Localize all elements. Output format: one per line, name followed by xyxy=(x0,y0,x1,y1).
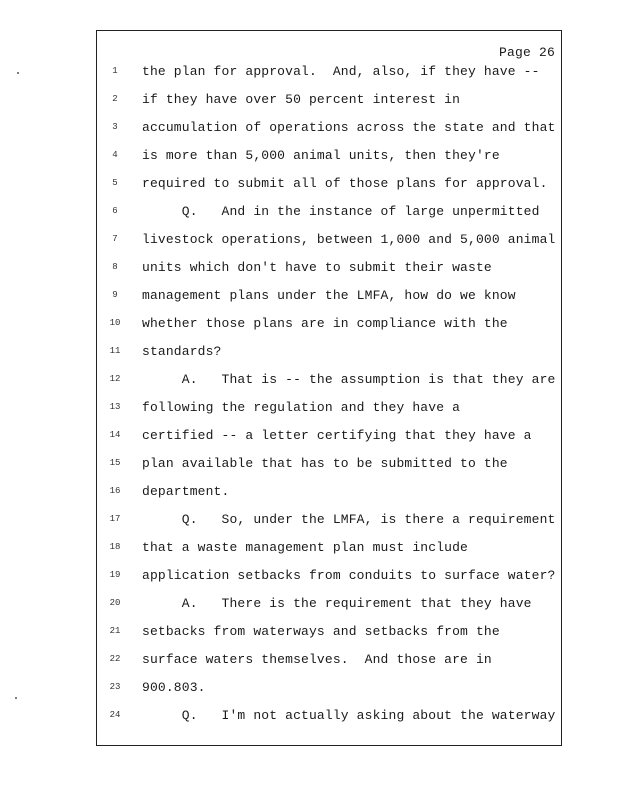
transcript-line: department. xyxy=(142,484,230,499)
line-number: 3 xyxy=(112,122,118,132)
line-number: 16 xyxy=(109,486,121,496)
transcript-line: following the regulation and they have a xyxy=(142,400,461,415)
line-number: 6 xyxy=(112,206,118,216)
line-number: 13 xyxy=(109,402,121,412)
transcript-line: whether those plans are in compliance with the xyxy=(142,316,508,331)
line-number: 11 xyxy=(109,346,121,356)
line-number: 19 xyxy=(109,570,121,580)
line-number: 9 xyxy=(112,290,118,300)
line-number: 23 xyxy=(109,682,121,692)
line-number: 10 xyxy=(109,318,121,328)
transcript-line: Q. So, under the LMFA, is there a requirement xyxy=(142,512,556,527)
line-number: 1 xyxy=(112,66,118,76)
transcript-line: the plan for approval. And, also, if they have -- xyxy=(142,64,540,79)
line-number: 4 xyxy=(112,150,118,160)
transcript-line: required to submit all of those plans for approval. xyxy=(142,176,548,191)
transcript-line: certified -- a letter certifying that they have a xyxy=(142,428,532,443)
page-number: Page 26 xyxy=(498,45,555,60)
transcript-line: is more than 5,000 animal units, then they're xyxy=(142,148,500,163)
line-number: 15 xyxy=(109,458,121,468)
transcript-line: A. There is the requirement that they have xyxy=(142,596,532,611)
transcript-line: management plans under the LMFA, how do we know xyxy=(142,288,516,303)
transcript-line: surface waters themselves. And those are in xyxy=(142,652,492,667)
transcript-line: A. That is -- the assumption is that they are xyxy=(142,372,556,387)
scan-speck xyxy=(15,697,17,699)
transcript-line: livestock operations, between 1,000 and 5,000 animal xyxy=(142,232,556,247)
line-number: 5 xyxy=(112,178,118,188)
line-number: 17 xyxy=(109,514,121,524)
transcript-line: Q. I'm not actually asking about the waterway xyxy=(142,708,556,723)
line-number: 20 xyxy=(109,598,121,608)
transcript-line: 900.803. xyxy=(142,680,206,695)
transcript-line: that a waste management plan must include xyxy=(142,540,469,555)
transcript-line: accumulation of operations across the state and that xyxy=(142,120,556,135)
line-number: 14 xyxy=(109,430,121,440)
transcript-line: Q. And in the instance of large unpermitted xyxy=(142,204,540,219)
transcript-line: plan available that has to be submitted to the xyxy=(142,456,508,471)
transcript-line: units which don't have to submit their waste xyxy=(142,260,492,275)
line-number: 12 xyxy=(109,374,121,384)
transcript-line: standards? xyxy=(142,344,222,359)
line-number: 21 xyxy=(109,626,121,636)
line-number: 8 xyxy=(112,262,118,272)
line-number: 18 xyxy=(109,542,121,552)
transcript-line: application setbacks from conduits to surface water? xyxy=(142,568,556,583)
line-number: 7 xyxy=(112,234,118,244)
line-number: 22 xyxy=(109,654,121,664)
line-number: 2 xyxy=(112,94,118,104)
scan-speck xyxy=(17,72,19,74)
transcript-line: setbacks from waterways and setbacks from the xyxy=(142,624,500,639)
line-number: 24 xyxy=(109,710,121,720)
transcript-line: if they have over 50 percent interest in xyxy=(142,92,461,107)
